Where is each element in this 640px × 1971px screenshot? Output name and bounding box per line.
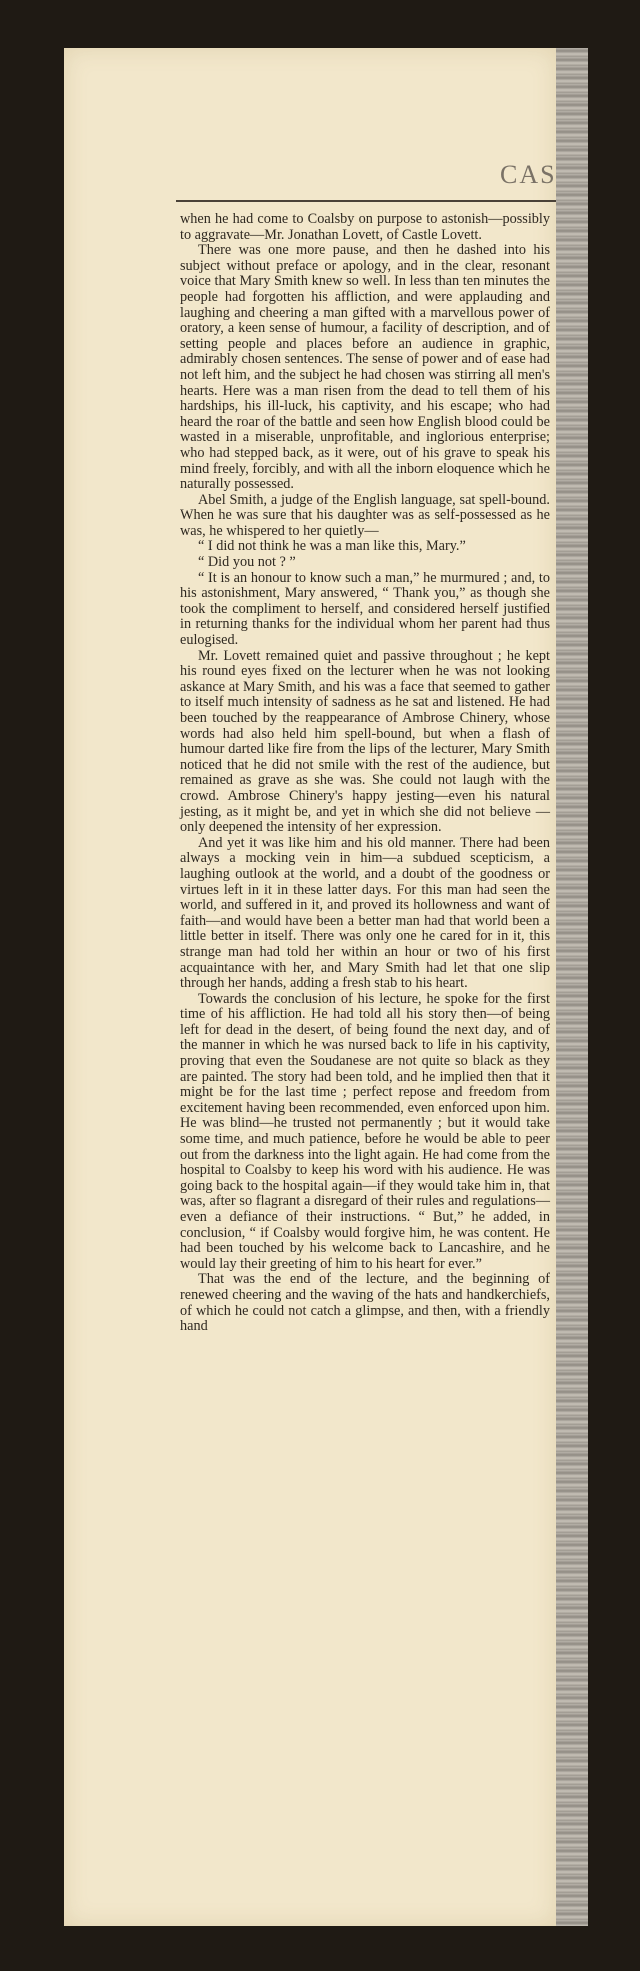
paragraph: when he had come to Coalsby on purpose to astonish—possibly to aggravate—Mr. Jonathan Lovett, of Castle Lovett. [180, 211, 550, 243]
paragraph: There was one more pause, and then he dashed into his subject without preface or apology, and in the clear, resonant voice that Mary Smith knew so well. In less than ten minutes the people had forgotten his affliction, and were applauding and laughing and cheering a man gifted with a marvellous power of oratory, a keen sense of humour, a facility of description, and of setting people and places before an audience in graphic, admirably chosen sentences. The sense of power and of ease had not left him, and the subject he had chosen was stirring all men's hearts. Here was a man risen from the dead to tell them of his hardships, his ill-luck, his captivity, and his escape; who had heard the roar of the battle and seen how English blood could be wasted in a miserable, unprofitable, and inglorious enterprise; who had stepped back, as it were, out of his grave to speak his mind freely, forcibly, and with all the inborn eloquence which he naturally possessed. [180, 242, 550, 493]
paragraph: And yet it was like him and his old manner. There had been always a mocking vein in him—a subdued scepticism, a laughing outlook at the world, and a doubt of the goodness or virtues left in it in these latter days. For this man had seen the world, and suffered in it, and proved its hollowness and want of faith—and would have been a better man had that world been a little better in itself. There was only one he cared for in it, this strange man had told her within an hour or two of his first acquaintance with her, and Mary Smith had let that one slip through her hands, adding a fresh stab to his heart. [180, 834, 550, 992]
paragraph: That was the end of the lecture, and the beginning of renewed cheering and the waving of the hats and handkerchiefs, of which he could not catch a glimpse, and then, with a friendly hand [180, 1271, 550, 1335]
paragraph: Towards the conclusion of his lecture, he spoke for the first time of his affliction. He had told all his story then—of being left for dead in the desert, of being found the next day, and of the manner in which he was nursed back to life in his captivity, proving that even the Soudanese are not quite so black as they are painted. The story had been told, and he implied then that it might be for the last time ; perfect repose and freedom from excitement having been recommended, even enforced upon him. He was blind—he trusted not permanently ; but it would take some time, and much patience, before he would be able to peer out from the darkness into the light again. He had come from the hospital to Coalsby to keep his word with his audience. He was going back to the hospital again—if they would take him in, that was, after so flagrant a disregard of their rules and regulations—even a defiance of their instructions. “ But,” he added, in conclusion, “ if Coalsby would forgive him, he was content. He had been touched by his welcome back to Lancashire, and he would lay their greeting of him to his heart for ever.” [180, 990, 550, 1272]
paragraph: Mr. Lovett remained quiet and passive throughout ; he kept his round eyes fixed on the lecturer when he was not looking askance at Mary Smith, and his was a face that seemed to gather to itself much intensity of sadness as he sat and listened. He had been touched by the reappearance of Ambrose Chinery, whose words had also held him spell-bound, but when a flash of humour darted like fire from the lips of the lecturer, Mary Smith noticed that he did not smile with the rest of the audience, but remained as grave as she was. She could not laugh with the crowd. Ambrose Chinery's happy jesting—even his natural jesting, as it might be, and yet in which she did not believe —only deepened the intensity of her expression. [180, 647, 550, 836]
paragraph: “ I did not think he was a man like this, Mary.” [198, 538, 466, 555]
paragraph: “ Did you not ? ” [198, 554, 296, 571]
running-header: CAS [500, 160, 557, 189]
paragraph: “ It is an honour to know such a man,” he murmured ; and, to his astonishment, Mary answered, “ Thank you,” as though she took the compliment to herself, and considered herself justified in returning thanks for the individual whom her parent had thus eulogised. [180, 569, 550, 649]
paragraph: Abel Smith, a judge of the English language, sat spell-bound. When he was sure that his daughter was as self-possessed as he was, he whispered to her quietly— [180, 491, 550, 539]
torn-paper-edge [556, 48, 588, 1926]
text-column [180, 212, 550, 1335]
header-rule [176, 200, 556, 202]
